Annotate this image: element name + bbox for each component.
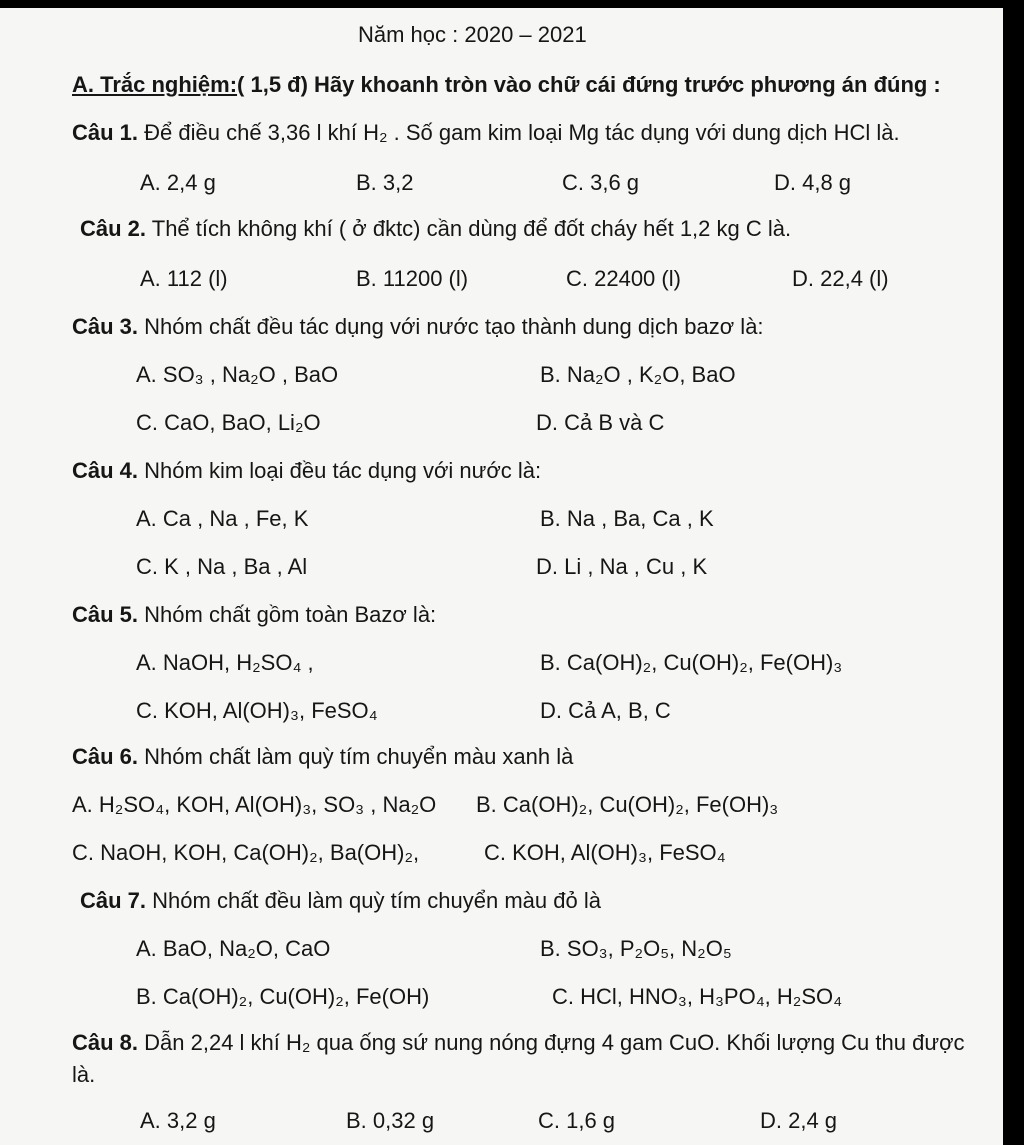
q3-option-c[interactable]: C. CaO, BaO, Li₂O <box>136 410 321 435</box>
question-7-label: Câu 7. <box>80 888 147 913</box>
q7-option-b[interactable]: B. SO₃, P₂O₅, N₂O₅ <box>540 936 732 961</box>
section-a-instruction: ( 1,5 đ) Hãy khoanh tròn vào chữ cái đứng trước phương án đúng : <box>237 72 941 97</box>
q2-option-c[interactable]: C. 22400 (l) <box>566 266 681 291</box>
q8-option-a[interactable]: A. 3,2 g <box>140 1108 216 1133</box>
question-4 <box>72 458 541 484</box>
question-8-text-cont: là. <box>72 1062 96 1087</box>
q8-option-b[interactable]: B. 0,32 g <box>346 1108 435 1133</box>
exam-page <box>0 8 1003 1145</box>
q8-option-d[interactable]: D. 2,4 g <box>760 1108 838 1133</box>
q4-option-c[interactable]: C. K , Na , Ba , Al <box>136 554 308 579</box>
q2-option-b[interactable]: B. 11200 (l) <box>356 266 469 291</box>
q3-option-a[interactable]: A. SO₃ , Na₂O , BaO <box>136 362 339 387</box>
question-3-label: Câu 3. <box>72 314 139 339</box>
q4-option-b[interactable]: B. Na , Ba, Ca , K <box>540 506 714 531</box>
question-6 <box>72 744 573 770</box>
question-2 <box>80 216 791 242</box>
q3-option-b[interactable]: B. Na₂O , K₂O, BaO <box>540 362 736 387</box>
q8-option-c[interactable]: C. 1,6 g <box>538 1108 616 1133</box>
q5-option-c[interactable]: C. KOH, Al(OH)₃, FeSO₄ <box>136 698 378 723</box>
question-5 <box>72 602 436 628</box>
section-a-heading <box>72 72 941 98</box>
q1-option-b[interactable]: B. 3,2 <box>356 170 414 195</box>
question-8-text: Dẫn 2,24 l khí H₂ qua ống sứ nung nóng đựng 4 gam CuO. Khối lượng Cu thu được <box>144 1030 965 1055</box>
question-8-label: Câu 8. <box>72 1030 139 1055</box>
q5-option-a[interactable]: A. NaOH, H₂SO₄ , <box>136 650 314 675</box>
question-3-text: Nhóm chất đều tác dụng với nước tạo thành dung dịch bazơ là: <box>144 314 764 339</box>
question-6-label: Câu 6. <box>72 744 139 769</box>
q6-option-b[interactable]: B. Ca(OH)₂, Cu(OH)₂, Fe(OH)₃ <box>476 792 779 817</box>
q5-option-b[interactable]: B. Ca(OH)₂, Cu(OH)₂, Fe(OH)₃ <box>540 650 843 675</box>
question-7-text: Nhóm chất đều làm quỳ tím chuyển màu đỏ là <box>152 888 601 913</box>
question-4-label: Câu 4. <box>72 458 139 483</box>
q6-option-c[interactable]: C. NaOH, KOH, Ca(OH)₂, Ba(OH)₂, <box>72 840 420 865</box>
school-year-title: Năm học : 2020 – 2021 <box>358 22 587 47</box>
q2-option-d[interactable]: D. 22,4 (l) <box>792 266 889 291</box>
question-4-text: Nhóm kim loại đều tác dụng với nước là: <box>144 458 542 483</box>
q3-option-d[interactable]: D. Cả B và C <box>536 410 665 435</box>
question-2-label: Câu 2. <box>80 216 147 241</box>
q6-option-c-2[interactable]: C. KOH, Al(OH)₃, FeSO₄ <box>484 840 726 865</box>
q2-option-a[interactable]: A. 112 (l) <box>140 266 228 291</box>
q7-option-b-2[interactable]: B. Ca(OH)₂, Cu(OH)₂, Fe(OH) <box>136 984 430 1009</box>
question-5-text: Nhóm chất gồm toàn Bazơ là: <box>144 602 437 627</box>
question-2-text: Thể tích không khí ( ở đktc) cần dùng để đốt cháy hết 1,2 kg C là. <box>151 216 792 241</box>
q4-option-d[interactable]: D. Li , Na , Cu , K <box>536 554 708 579</box>
q7-option-a[interactable]: A. BaO, Na₂O, CaO <box>136 936 331 961</box>
section-a-label: A. Trắc nghiệm: <box>72 72 238 97</box>
question-3 <box>72 314 764 340</box>
q4-option-a[interactable]: A. Ca , Na , Fe, K <box>136 506 309 531</box>
q1-option-d[interactable]: D. 4,8 g <box>774 170 852 195</box>
question-1 <box>72 120 900 146</box>
question-7 <box>80 888 601 914</box>
q5-option-d[interactable]: D. Cả A, B, C <box>540 698 671 723</box>
question-1-text: Để điều chế 3,36 l khí H₂ . Số gam kim loại Mg tác dụng với dung dịch HCl là. <box>144 120 900 145</box>
question-5-label: Câu 5. <box>72 602 139 627</box>
q1-option-a[interactable]: A. 2,4 g <box>140 170 216 195</box>
q7-option-c[interactable]: C. HCl, HNO₃, H₃PO₄, H₂SO₄ <box>552 984 843 1009</box>
question-8 <box>72 1030 965 1056</box>
question-1-label: Câu 1. <box>72 120 139 145</box>
q1-option-c[interactable]: C. 3,6 g <box>562 170 640 195</box>
q6-option-a[interactable]: A. H₂SO₄, KOH, Al(OH)₃, SO₃ , Na₂O <box>72 792 437 817</box>
question-6-text: Nhóm chất làm quỳ tím chuyển màu xanh là <box>144 744 574 769</box>
